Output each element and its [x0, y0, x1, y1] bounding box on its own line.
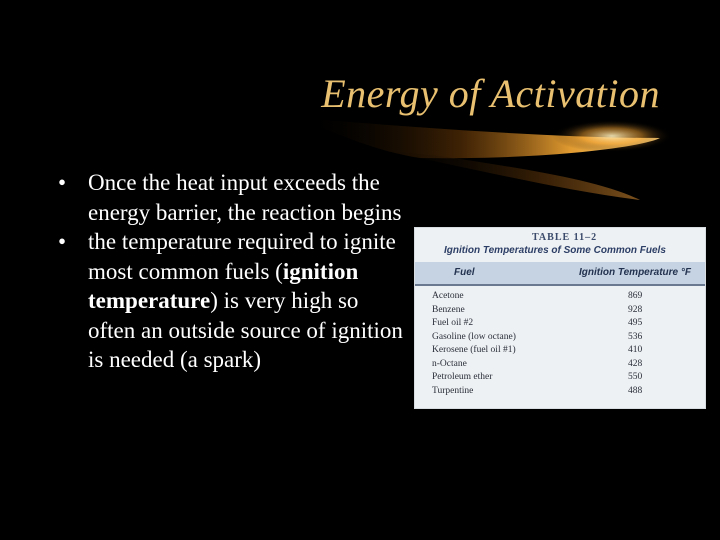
fuel-cell: Petroleum ether [432, 372, 493, 382]
temperature-cell: 410 [628, 345, 643, 355]
temperature-cell: 488 [628, 385, 643, 396]
column-header-temperature: Ignition Temperature °F [579, 267, 691, 278]
temperature-cell: 869 [628, 291, 643, 301]
ignition-temperature-table-image [414, 227, 706, 409]
bullet-text: the temperature required to ignite most common fuels ( [88, 229, 396, 284]
table-number: TABLE 11–2 [532, 232, 598, 243]
fuel-cell: Fuel oil #2 [432, 318, 474, 328]
fuel-cell: n-Octane [432, 358, 467, 369]
bullet-text: Once the heat input exceeds the energy barrier, the reaction begins [88, 170, 402, 225]
fuel-cell: Acetone [432, 291, 464, 301]
temperature-cell: 928 [628, 304, 643, 315]
fuel-cell: Kerosene (fuel oil #1) [432, 345, 516, 355]
temperature-cell: 495 [628, 318, 643, 328]
temperature-cell: 536 [628, 331, 643, 342]
bullet-text: ) is very high so often an outside source of ignition is needed (a spark) [88, 288, 403, 372]
slide-title: Energy of Activation [321, 71, 660, 116]
bullet-marker: • [58, 170, 67, 195]
table-caption: Ignition Temperatures of Some Common Fuels [444, 245, 666, 256]
bullet-marker: • [58, 229, 67, 254]
fuel-cell: Turpentine [432, 385, 474, 396]
fuel-cell: Benzene [432, 304, 465, 315]
bullet-bold-term: ignition temperature [88, 258, 359, 313]
temperature-cell: 428 [628, 358, 643, 369]
table-image-border [414, 227, 706, 409]
bullet-item [58, 168, 403, 227]
bullet-list [58, 168, 403, 375]
temperature-cell: 550 [628, 372, 643, 382]
column-header-fuel: Fuel [454, 267, 475, 278]
bullet-item [58, 227, 403, 375]
fuel-cell: Gasoline (low octane) [432, 331, 516, 342]
